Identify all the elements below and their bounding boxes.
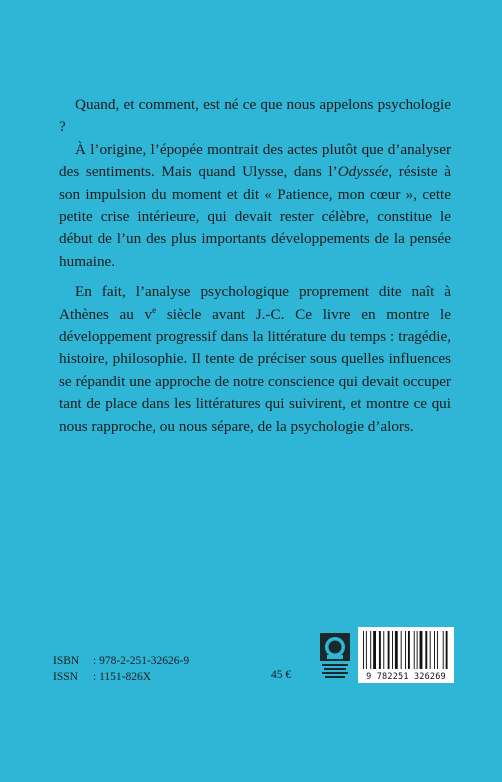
issn-line (53, 669, 189, 685)
isbn-value: : 978-2-251-32626-9 (93, 655, 190, 667)
century-superscript: e (152, 304, 157, 315)
paragraph-origin-text-a: À l’origine, l’épopée montrait des actes plutôt que d’analyser des sentiments. Mais quand Ulysse, dans l’ (59, 140, 451, 181)
identifiers (53, 653, 189, 685)
issn-label: ISSN (53, 671, 78, 683)
barcode-digits: 9 782251 326269 (366, 672, 446, 682)
paragraph-origin (59, 139, 451, 273)
odyssee-title: Odyssée (337, 163, 389, 181)
issn-value: : 1151-826X (93, 671, 152, 683)
price: 45 € (271, 669, 292, 681)
isbn-line (53, 653, 189, 669)
paragraph-origin-text-b: , résiste à son impulsion du moment et dit « Patience, mon cœur », cette petite crise intérieure, qui devait rester célèbre, constitue le début de l’un des plus importants développements de la pensée humaine. (59, 163, 451, 270)
barcode (358, 627, 454, 683)
paragraph-athens (59, 281, 451, 438)
paragraph-question-text: Quand, et comment, est né ce que nous appelons psychologie ? (59, 96, 451, 136)
publisher-logo-icon (319, 632, 351, 682)
paragraph-athens-text-a: En fait, l’analyse psychologique proprement dite naît à Athènes au v (59, 283, 451, 323)
barcode-bars (358, 627, 454, 671)
blurb-text (59, 94, 451, 446)
paragraph-question (59, 94, 451, 139)
paragraph-athens-text-b: siècle avant J.-C. Ce livre en montre le développement progressif dans la littérature du temps : tragédie, histoire, philosophie. Il tente de préciser sous quelles influences se répandit une approche de notre conscience qui devait occuper tant de place dans les littératures qui suivirent, et montre ce qui nous rapproche, ou nous sépare, de la psychologie d’alors. (59, 305, 451, 435)
isbn-label: ISBN (53, 655, 80, 667)
